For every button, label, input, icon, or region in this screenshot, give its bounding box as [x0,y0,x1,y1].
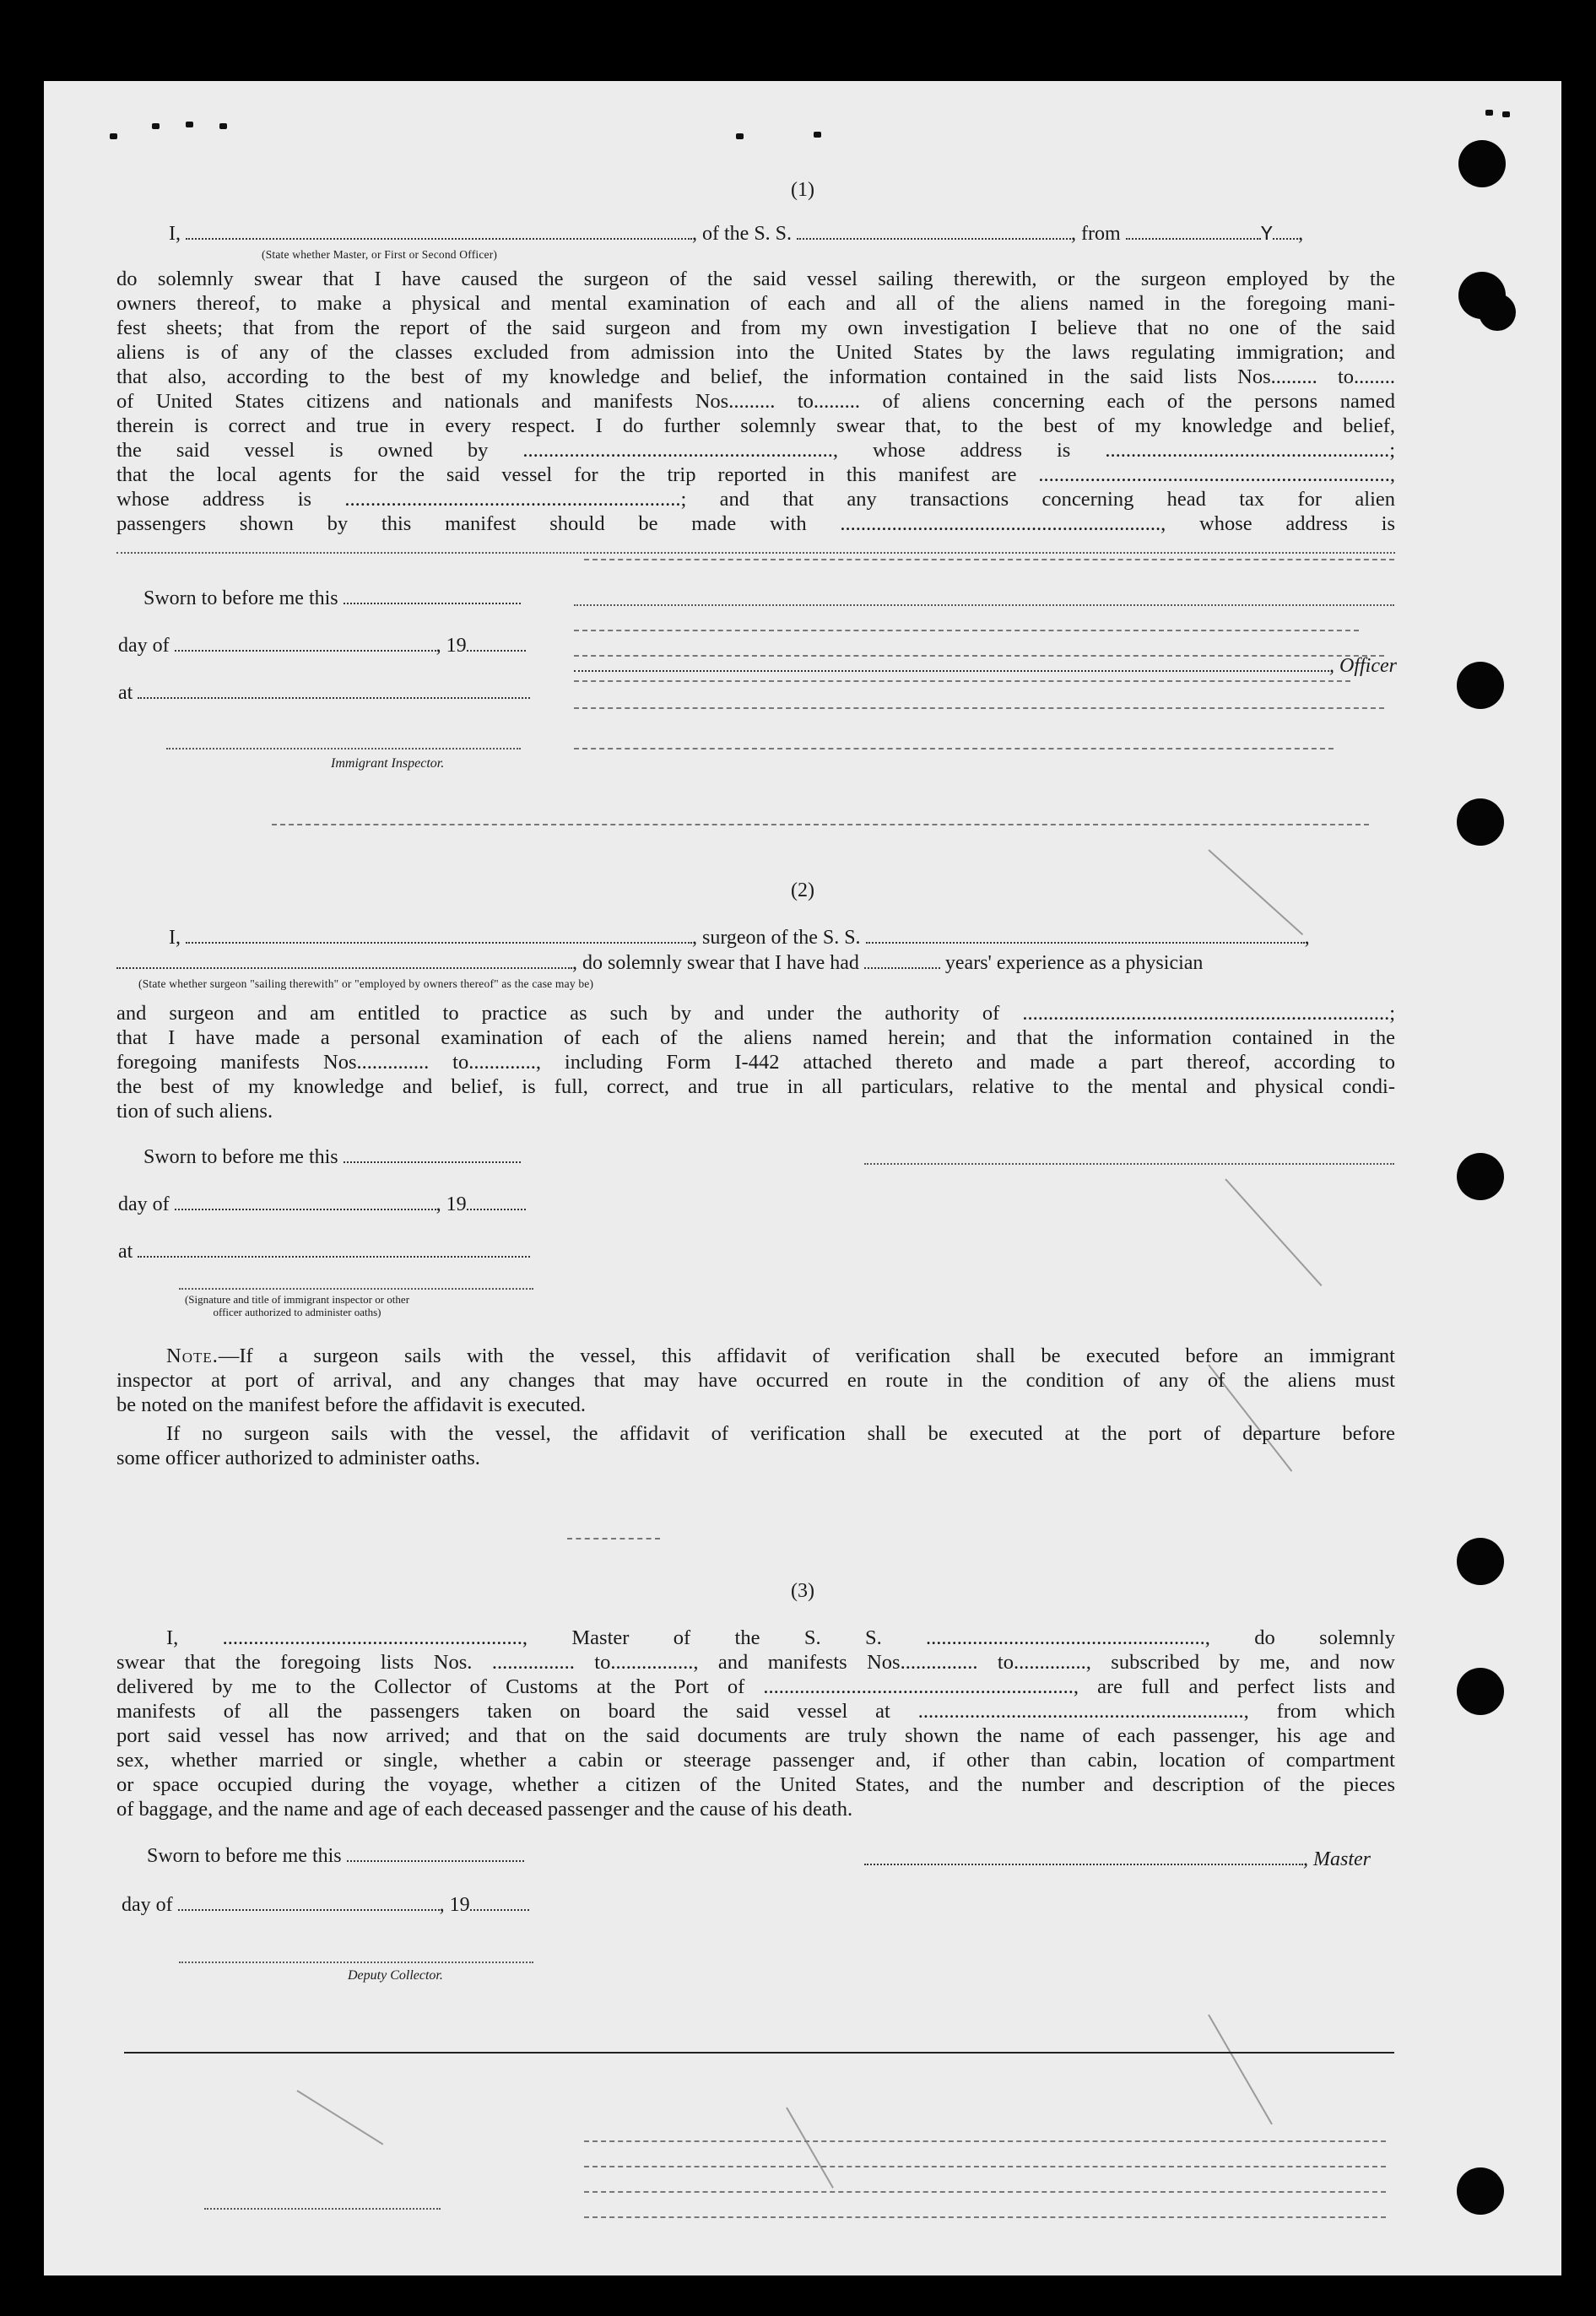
oath-line: manifests of all the passengers taken on board the said vessel at ..............................................................., from which [116,1700,1395,1723]
oath-line: delivered by me to the Collector of Customs at the Port of ............................................................, are full and perfect lists and [116,1675,1395,1698]
punch-hole [1457,1153,1504,1200]
oath-line: of United States citizens and nationals and manifests Nos......... to......... of aliens concerning each of the persons named [116,390,1395,413]
bleed-mark [296,2090,383,2145]
day-line: day of , 19 [122,1894,529,1917]
faint-line [574,748,1334,749]
master-line: I, , of the S. S. , from Y , [169,223,1304,246]
oath-line: do solemnly swear that I have caused the surgeon of the said vessel sailing therewith, or the surgeon employed by the [116,268,1395,290]
signature-line [179,1962,533,1963]
faint-line [574,707,1384,709]
bleed-mark [786,2108,834,2189]
punch-hole [1479,294,1516,331]
signer-title: (Signature and title of immigrant inspector or other officer authorized to administer oaths) [184,1293,410,1318]
oath-line: that also, according to the best of my knowledge and belief, the information contained in the said lists Nos......... to........ [116,365,1395,388]
signature-line [166,748,521,749]
form-sheet [44,81,1561,2275]
sworn-line: Sworn to before me this [147,1845,524,1868]
oath-line: of baggage, and the name and age of each deceased passenger and the cause of his death. [116,1798,853,1821]
oath-line: passengers shown by this manifest should be made with .............................................................., whose address is [116,512,1395,535]
experience-line: , do solemnly swear that I have had years' experience as a physician [116,952,1203,975]
note-line: If no surgeon sails with the vessel, the affidavit of verification shall be executed at the port of departure before [166,1422,1395,1445]
surgeon-line: I, , surgeon of the S. S. , [169,927,1310,949]
oath-line: fest sheets; that from the report of the said surgeon and from my own investigation I believe that no one of the said [116,317,1395,339]
faint-line [584,2166,1386,2167]
note-line: be noted on the manifest before the affidavit is executed. [116,1393,587,1416]
sworn-line: Sworn to before me this [143,1146,521,1169]
section-number: (2) [791,879,814,901]
faint-line [574,680,1350,682]
oath-line: the best of my knowledge and belief, is full, correct, and true in all particulars, relative to the mental and physical condi- [116,1075,1395,1098]
day-line: day of , 19 [118,635,526,657]
punch-hole [1457,2167,1504,2215]
surgeon-signature-line [864,1163,1394,1165]
section-number: (1) [791,179,814,201]
day-line: day of , 19 [118,1193,526,1216]
oath-line: whose address is .................................................................; and that any transactions concerning head tax for alien [116,488,1395,511]
oath-line: I, .........................................................., Master of the S. S. ......................................................, do solemnly [166,1626,1395,1649]
speck [1502,111,1510,117]
oath-line: or space occupied during the voyage, whether a citizen of the United States, and the number and description of the pieces [116,1773,1395,1796]
officer-line [574,604,1394,606]
oath-line: therein is correct and true in every respect. I do further solemnly swear that, to the best of my knowledge and belief, [116,414,1395,437]
speck [736,133,744,139]
speck [814,132,821,138]
faint-line [584,2216,1386,2218]
speck [110,133,117,139]
speck [186,122,193,127]
faint-line [584,2140,1386,2142]
field-caption: (State whether surgeon "sailing therewith" or "employed by owners thereof" as the case may be) [138,977,594,990]
bleed-mark [1225,1178,1322,1286]
sworn-line: Sworn to before me this [143,587,521,610]
signer-title: Deputy Collector. [348,1968,443,1983]
oath-line: that the local agents for the said vessel for the trip reported in this manifest are ...................................................................., [116,463,1395,486]
bleed-mark [1208,2015,1273,2125]
oath-line: owners thereof, to make a physical and mental examination of each and all of the aliens named in the foregoing mani- [116,292,1395,315]
punch-hole [1457,798,1504,846]
oath-line: aliens is of any of the classes excluded from admission into the United States by the laws regulating immigration; and [116,341,1395,364]
oath-line: tion of such aliens. [116,1100,273,1123]
faint-line [574,630,1359,631]
handwritten-mark: Y [1260,224,1274,246]
oath-line: port said vessel has now arrived; and that on the said documents are truly shown the name of each passenger, his age and [116,1724,1395,1747]
faint-line [584,2191,1386,2193]
master-sign-line: , Master [864,1848,1371,1871]
punch-hole [1457,662,1504,709]
speck [219,123,227,129]
oath-line: swear that the foregoing lists Nos. ................ to................, and manifests Nos............... to.............., subscribed by me, and now [116,1651,1395,1674]
faint-line [204,2208,441,2210]
faint-line [272,824,1369,825]
punch-hole [1457,1668,1504,1715]
faint-line [567,1538,660,1539]
oath-line: that I have made a personal examination of each of the aliens named herein; and that the information contained in the [116,1026,1395,1049]
signer-title: Immigrant Inspector. [331,756,445,771]
section-number: (3) [791,1580,814,1602]
note-line: some officer authorized to administer oaths. [116,1447,480,1469]
speck [1485,110,1493,116]
oath-line: and surgeon and am entitled to practice as such by and under the authority of .......................................................................; [116,1002,1395,1025]
blank-line [116,552,1395,554]
field-caption: (State whether Master, or First or Second Officer) [262,248,498,261]
signature-line [179,1288,533,1290]
oath-line: sex, whether married or single, whether a cabin or steerage passenger and, if other than cabin, location of compartment [116,1749,1395,1772]
at-line: at [118,1241,530,1264]
punch-hole [1457,1538,1504,1585]
faint-line [584,559,1394,560]
oath-line: the said vessel is owned by ............................................................, whose address is .......................................................; [116,439,1395,462]
note-line: inspector at port of arrival, and any changes that may have occurred en route in the condition of any of the aliens must [116,1369,1395,1392]
speck [152,123,160,129]
note-line: Note.—If a surgeon sails with the vessel, this affidavit of verification shall be executed before an immigrant [166,1345,1395,1367]
officer-sign-line: , Officer [574,655,1397,678]
bottom-rule [124,2052,1394,2054]
oath-line: foregoing manifests Nos.............. to............., including Form I-442 attached thereto and made a part thereof, according to [116,1051,1395,1074]
at-line: at [118,682,530,705]
